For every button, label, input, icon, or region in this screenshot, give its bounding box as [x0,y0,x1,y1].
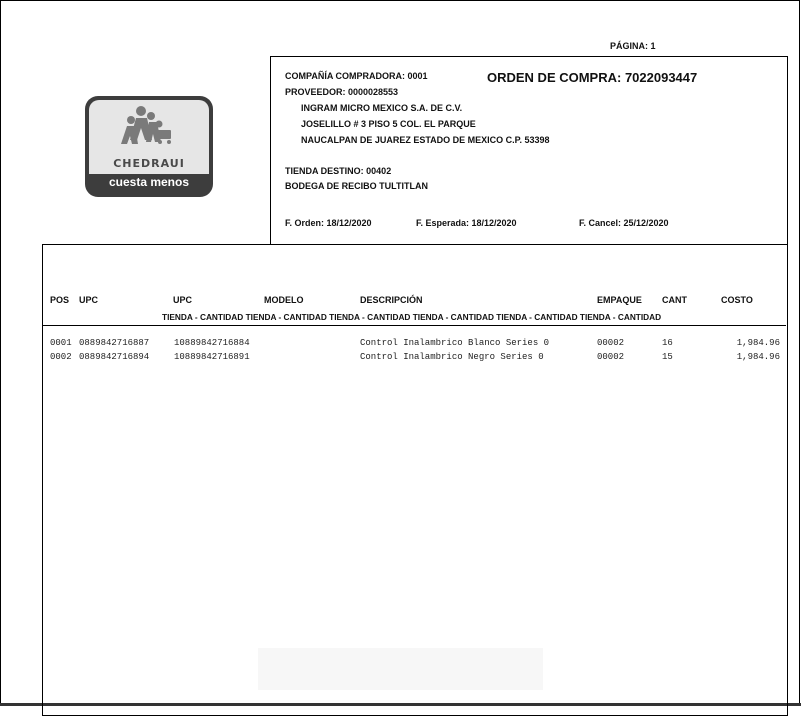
supplier-address-line2: NAUCALPAN DE JUAREZ ESTADO DE MEXICO C.P. 53398 [301,135,550,145]
row-cant: 16 [662,338,673,348]
buying-company: COMPAÑÍA COMPRADORA: 0001 [285,71,428,81]
row-empaque: 00002 [597,338,625,348]
col-header-pos: POS [50,295,70,305]
row-costo: 1,984.96 [736,338,780,348]
logo-brand-text: CHEDRAUI [113,157,185,170]
col-header-modelo: MODELO [264,295,304,305]
row-upc: 0889842716894 [79,352,150,362]
store-quantity-subheader: TIENDA - CANTIDAD TIENDA - CANTIDAD TIENDA - CANTIDAD TIENDA - CANTIDAD TIENDA - CANTIDAD TIENDA - CANTIDAD [162,312,662,322]
expected-date: F. Esperada: 18/12/2020 [416,218,517,228]
logo-emblem-panel [89,100,209,174]
row-empaque: 00002 [597,352,625,362]
supplier-address-line1: JOSELILLO # 3 PISO 5 COL. EL PARQUE [301,119,476,129]
supplier-name: INGRAM MICRO MEXICO S.A. DE C.V. [301,103,463,113]
shoppers-icon [89,100,209,160]
viewer-toolbar-overlay [258,648,543,690]
row-upc: 0889842716887 [79,338,150,348]
chedraui-logo [85,96,213,197]
col-header-cant: CANT [662,295,687,305]
col-header-descripcion: DESCRIPCIÓN [360,295,423,305]
table-row [50,338,780,350]
header-divider [42,325,786,326]
row-cant: 15 [662,352,673,362]
page-border-left [0,0,1,706]
supplier-number: PROVEEDOR: 0000028553 [285,87,399,97]
col-header-upc-case: UPC [173,295,193,305]
order-number-title: ORDEN DE COMPRA: 7022093447 [487,70,698,85]
table-row [50,352,780,364]
destination-store: TIENDA DESTINO: 00402 [285,166,392,176]
row-pos: 0002 [50,352,72,362]
receiving-warehouse: BODEGA DE RECIBO TULTITLAN [285,181,428,191]
row-upc-case: 10889842716891 [174,352,250,362]
row-descripcion: Control Inalambrico Blanco Series 0 [360,338,550,348]
page-number: PÁGINA: 1 [610,41,656,51]
col-header-upc: UPC [79,295,99,305]
row-upc-case: 10889842716884 [174,338,250,348]
row-pos: 0001 [50,338,72,348]
page-border-right [799,0,800,706]
col-header-costo: COSTO [721,295,753,305]
cancel-date: F. Cancel: 25/12/2020 [579,218,669,228]
page-border-top [0,0,799,1]
col-header-empaque: EMPAQUE [597,295,642,305]
logo-tagline: cuesta menos [108,175,190,189]
row-descripcion: Control Inalambrico Negro Series 0 [360,352,544,362]
order-date: F. Orden: 18/12/2020 [285,218,372,228]
row-costo: 1,984.96 [736,352,780,362]
